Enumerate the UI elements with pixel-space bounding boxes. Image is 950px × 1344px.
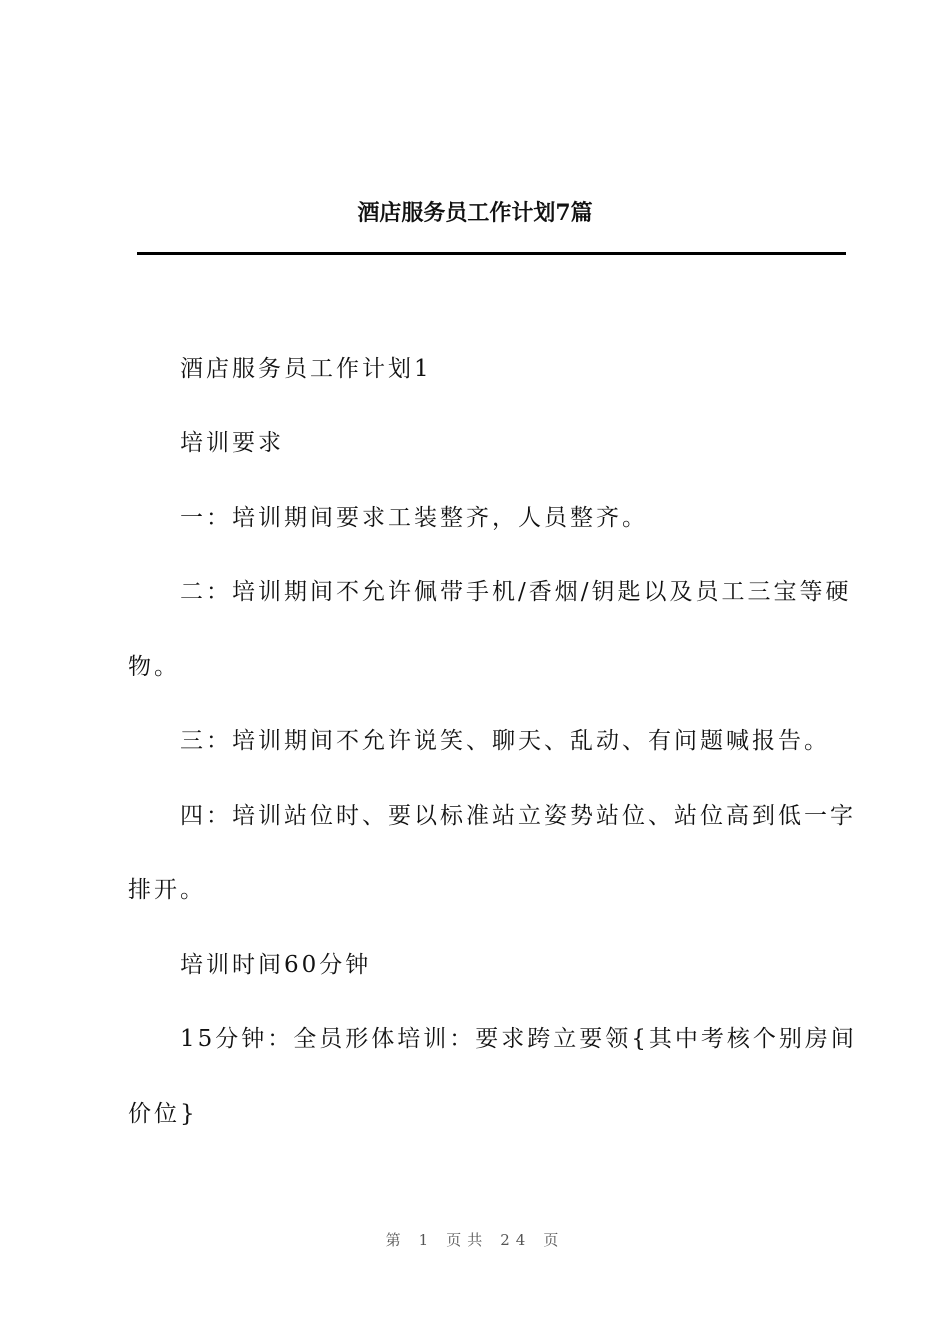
footer-total-pages: 24 <box>500 1231 532 1249</box>
page-footer <box>0 1229 950 1250</box>
paragraph-line: 四：培训站位时、要以标准站立姿势站位、站位高到低一字 <box>180 803 856 829</box>
paragraph-line: 价位} <box>128 1101 198 1127</box>
footer-mid: 页共 <box>446 1231 489 1249</box>
paragraph-line: 二：培训期间不允许佩带手机/香烟/钥匙以及员工三宝等硬 <box>180 579 852 605</box>
paragraph-line: 排开。 <box>128 877 206 903</box>
document-title: 酒店服务员工作计划7篇 <box>357 200 593 226</box>
paragraph-line: 培训时间60分钟 <box>180 952 372 978</box>
footer-prefix: 第 <box>385 1231 407 1249</box>
footer-current-page: 1 <box>418 1231 435 1249</box>
title-divider <box>137 252 846 255</box>
footer-suffix: 页 <box>543 1231 565 1249</box>
paragraph-line: 培训要求 <box>180 430 284 456</box>
paragraph-line: 一：培训期间要求工装整齐，人员整齐。 <box>180 505 648 531</box>
paragraph-line: 15分钟：全员形体培训：要求跨立要领{其中考核个别房间 <box>180 1026 857 1052</box>
paragraph-line: 三：培训期间不允许说笑、聊天、乱动、有问题喊报告。 <box>180 728 830 754</box>
paragraph-line: 物。 <box>128 654 180 680</box>
section-heading: 酒店服务员工作计划1 <box>180 356 432 382</box>
